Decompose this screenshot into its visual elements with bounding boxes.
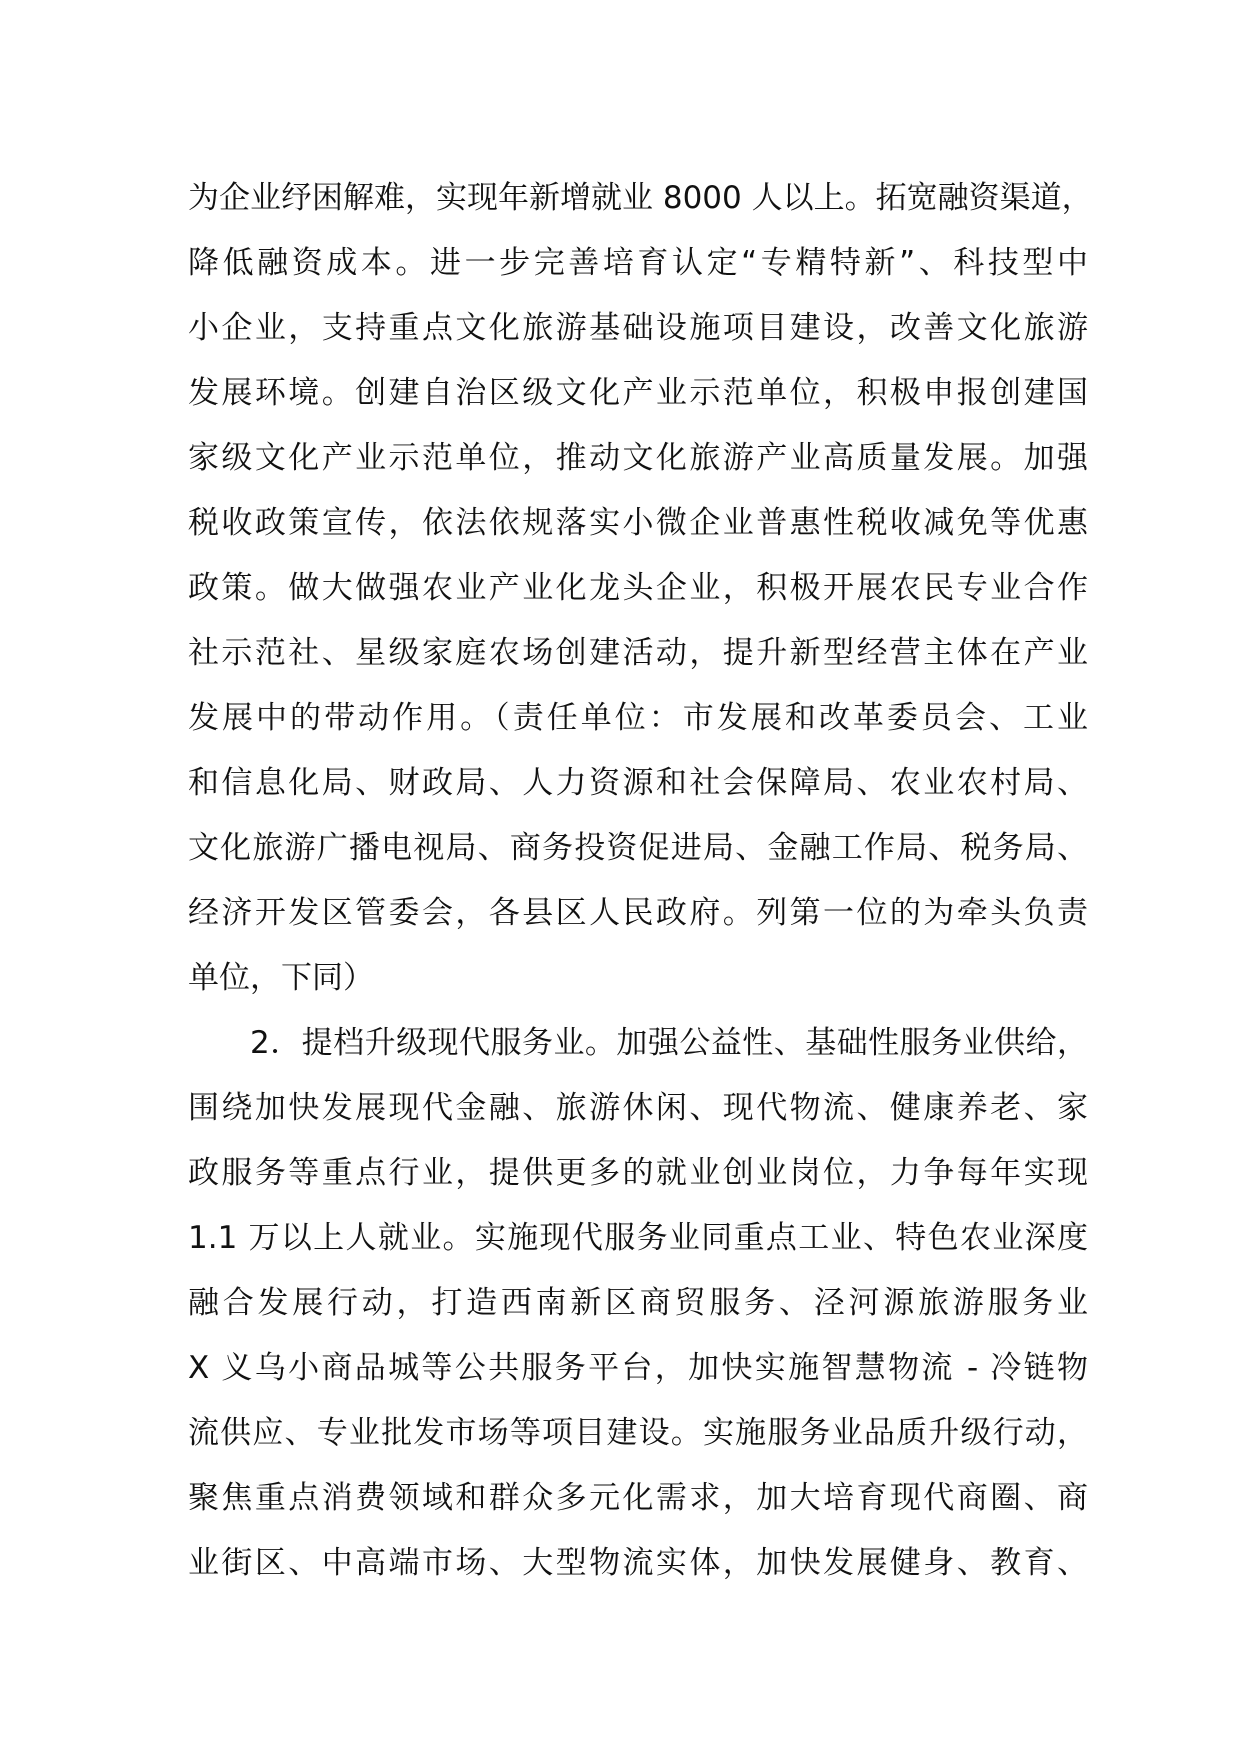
text-line: 降低融资成本。进一步完善培育认定“专精特新”、科技型中: [188, 245, 1088, 281]
text-line: 政策。做大做强农业产业化龙头企业，积极开展农民专业合作: [188, 570, 1088, 606]
text-line: 围绕加快发展现代金融、旅游休闲、现代物流、健康养老、家: [188, 1090, 1088, 1126]
text-line: 经济开发区管委会，各县区人民政府。列第一位的为牵头负责: [188, 895, 1088, 931]
text-line: 发展中的带动作用。（责任单位：市发展和改革委员会、工业: [188, 700, 1088, 736]
text-line: 政服务等重点行业，提供更多的就业创业岗位，力争每年实现: [188, 1155, 1088, 1191]
text-line: 聚焦重点消费领域和群众多元化需求，加大培育现代商圈、商: [188, 1480, 1088, 1516]
text-line: 业街区、中高端市场、大型物流实体，加快发展健身、教育、: [188, 1545, 1088, 1581]
text-line: 流供应、专业批发市场等项目建设。实施服务业品质升级行动，: [188, 1415, 1088, 1451]
text-line: X 义乌小商品城等公共服务平台，加快实施智慧物流 - 冷链物: [188, 1350, 1088, 1386]
text-line: 1.1 万以上人就业。实施现代服务业同重点工业、特色农业深度: [188, 1220, 1088, 1256]
text-line: 社示范社、星级家庭农场创建活动，提升新型经营主体在产业: [188, 635, 1088, 671]
text-line: 为企业纾困解难，实现年新增就业 8000 人以上。拓宽融资渠道，: [188, 180, 1093, 216]
text-line: 税收政策宣传，依法依规落实小微企业普惠性税收减免等优惠: [188, 505, 1088, 541]
body-text: [188, 166, 1093, 1596]
paragraph-end-line: 单位，下同）: [188, 960, 374, 996]
text-line: 家级文化产业示范单位，推动文化旅游产业高质量发展。加强: [188, 440, 1088, 476]
section-heading-line: 2．提档升级现代服务业。加强公益性、基础性服务业供给，: [250, 1025, 1088, 1061]
text-line: 文化旅游广播电视局、商务投资促进局、金融工作局、税务局、: [188, 830, 1088, 866]
text-line: 小企业，支持重点文化旅游基础设施项目建设，改善文化旅游: [188, 310, 1088, 346]
text-line: 和信息化局、财政局、人力资源和社会保障局、农业农村局、: [188, 765, 1088, 801]
text-line: 融合发展行动，打造西南新区商贸服务、泾河源旅游服务业: [188, 1285, 1088, 1321]
text-line: 发展环境。创建自治区级文化产业示范单位，积极申报创建国: [188, 375, 1088, 411]
